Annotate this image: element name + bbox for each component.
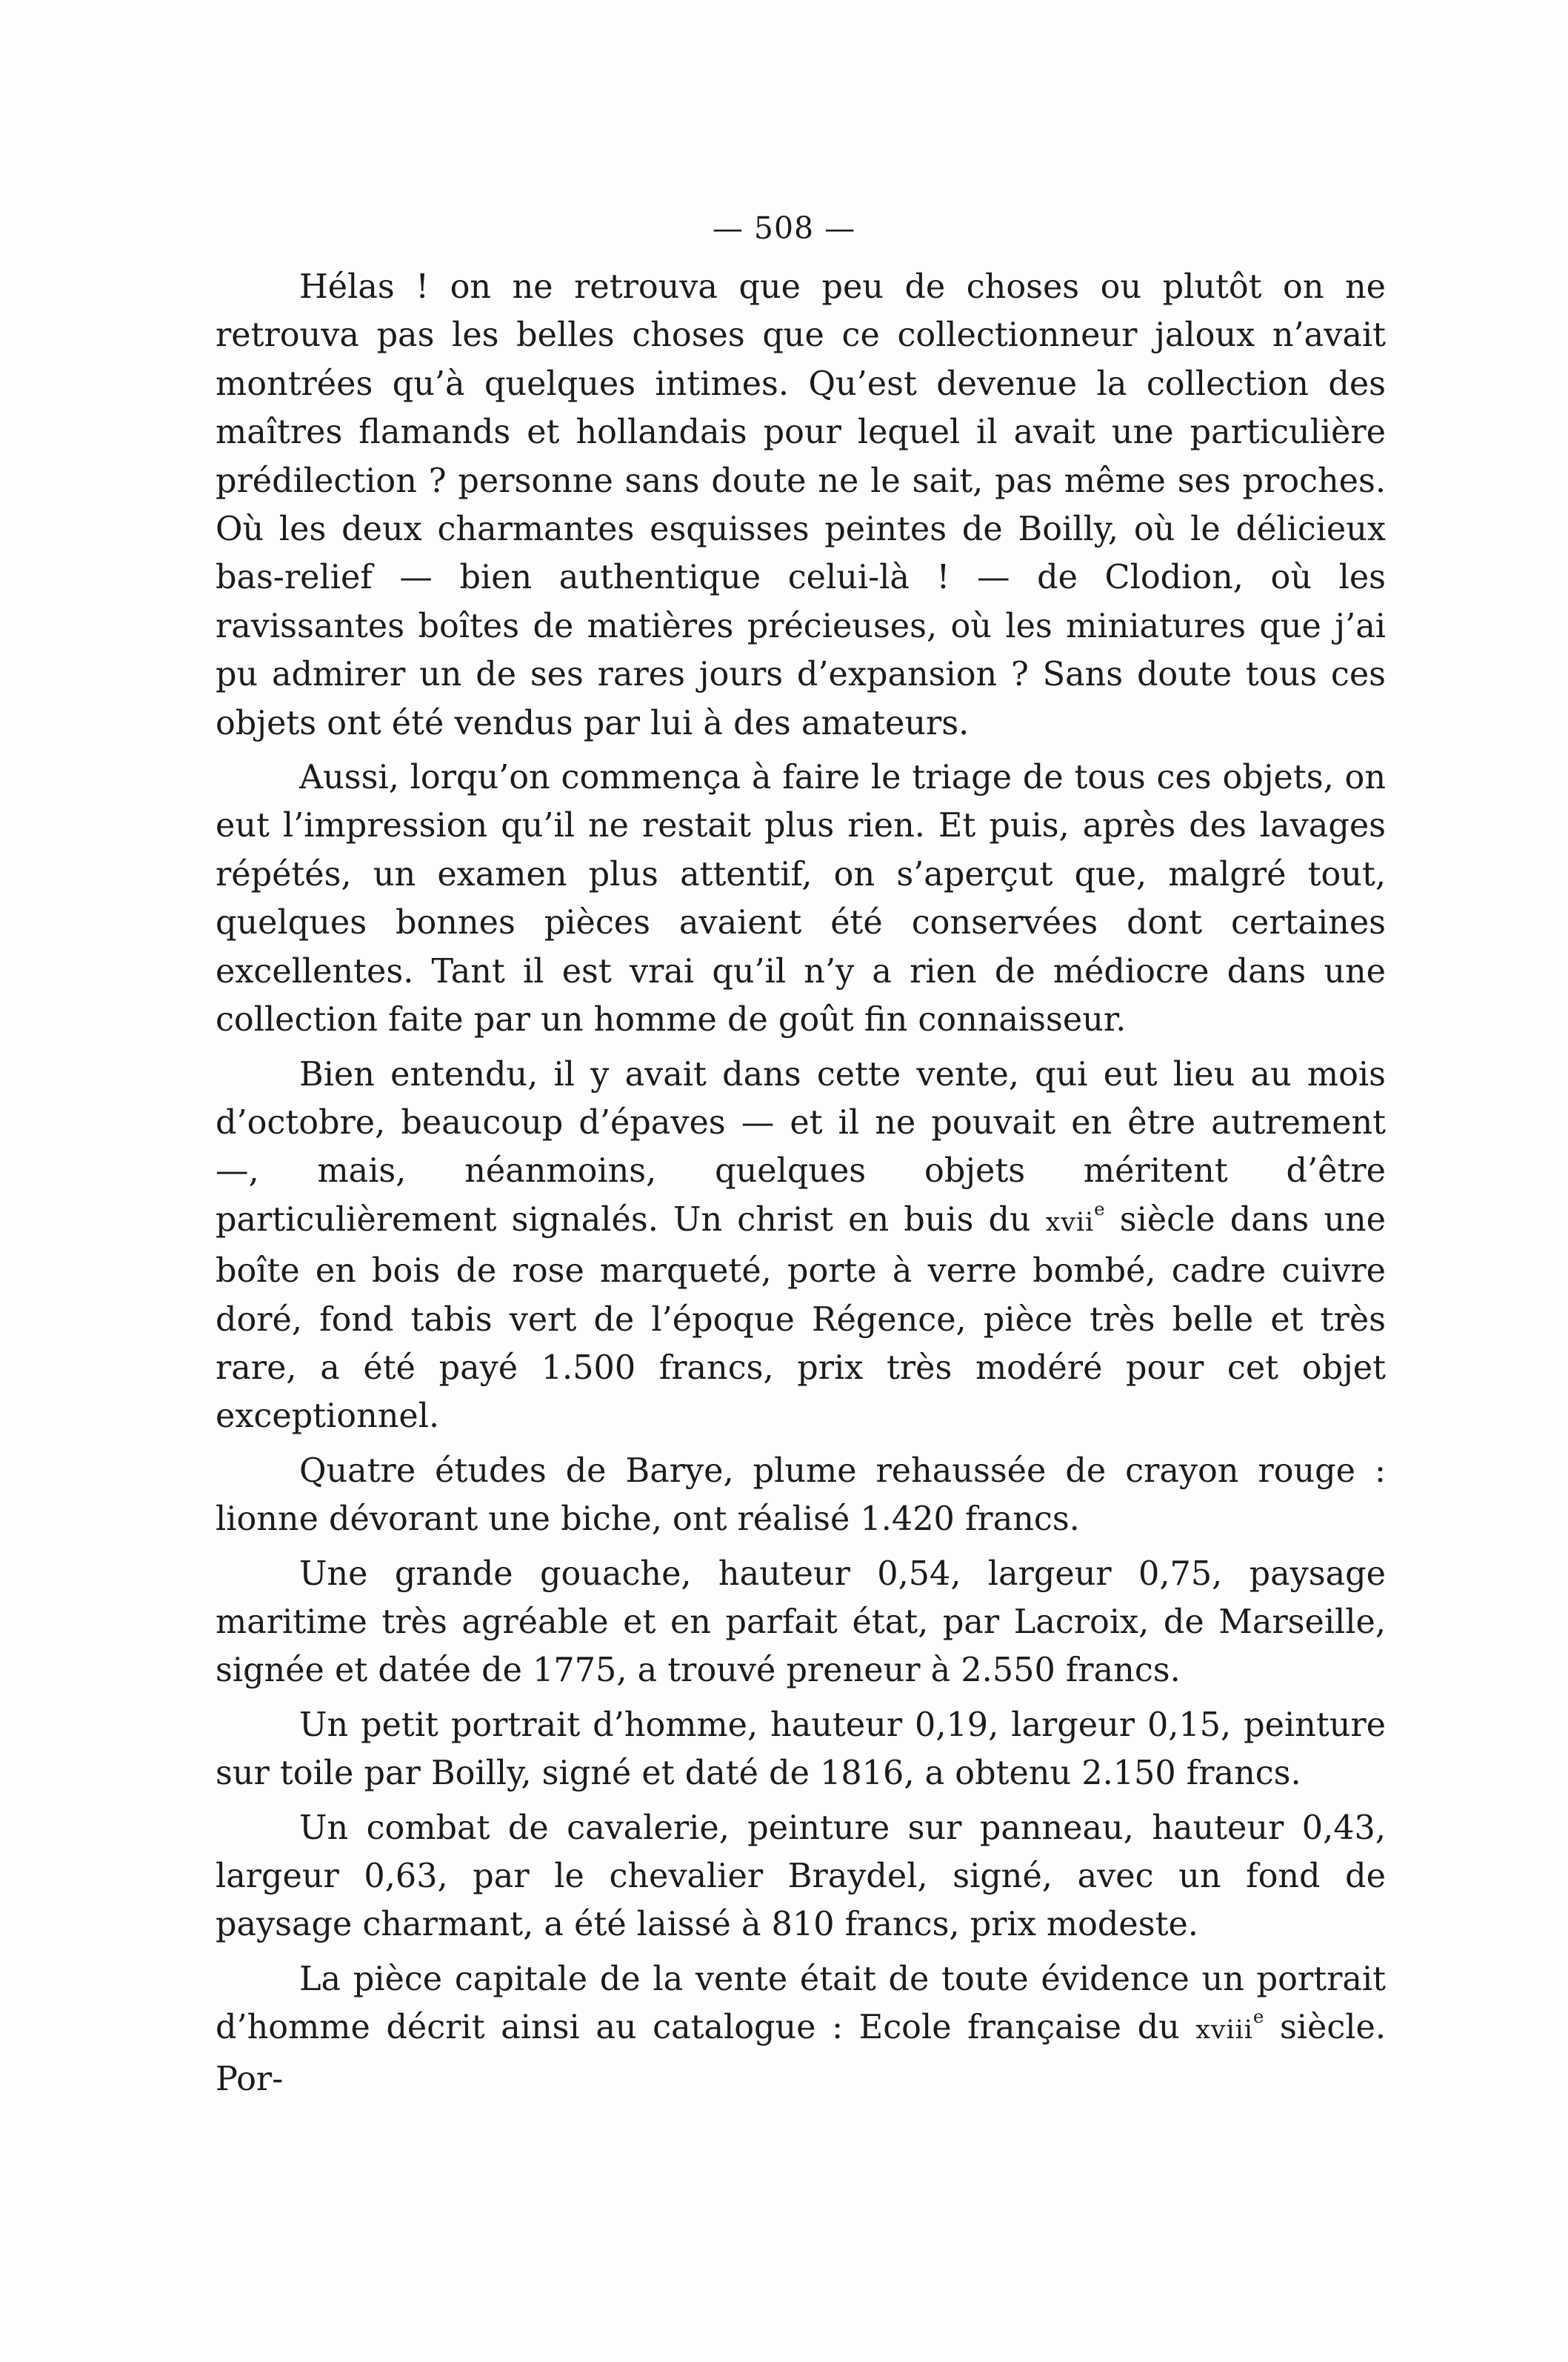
century-numeral: xvii: [1045, 1207, 1095, 1237]
paragraph-1: Hélas ! on ne retrouva que peu de choses ou plutôt on ne retrouva pas les belles choses que ce collectionneur jaloux n’avait montrées qu’à quelques intimes. Qu’est devenue la collection des maîtres flamands et hollandais pour lequel il avait une particulière prédilection ? personne sans doute ne le sait, pas même ses proches. Où les deux charmantes esquisses peintes de Boilly, où le délicieux bas-relief — bien authentique celui-là ! — de Clodion, où les ravissantes boîtes de matières précieuses, où les miniatures que j’ai pu admirer un de ses rares jours d’expansion ? Sans doute tous ces objets ont été vendus par lui à des amateurs.: [216, 268, 1386, 742]
century-superscript: e: [1094, 1197, 1105, 1220]
body-text: [216, 263, 1386, 2103]
paragraph-6: Un petit portrait d’homme, hauteur 0,19, largeur 0,15, peinture sur toile par Boilly, signé et daté de 1816, a obtenu 2.150 francs.: [216, 1706, 1386, 1793]
paragraph-2: Aussi, lorqu’on commença à faire le triage de tous ces objets, on eut l’impression qu’il ne restait plus rien. Et puis, après des lavages répétés, un examen plus attentif, on s’aperçut que, malgré tout, quelques bonnes pièces avaient été conservées dont certaines excellentes. Tant il est vrai qu’il n’y a rien de médiocre dans une collection faite par un homme de goût fin connaisseur.: [216, 759, 1386, 1039]
paragraph-3-text-a: Bien entendu, il y avait dans cette vente, qui eut lieu au mois d’octobre, beaucoup d’épaves — et il ne pouvait en être autrement —, mais, néanmoins, quelques objets méritent d’être particulièrement signalés. Un christ en buis du: [216, 1055, 1386, 1239]
paragraph-8-text-b: siècle. Por-: [216, 2009, 1386, 2098]
paragraph-8: [216, 1955, 1386, 2103]
century-numeral: xviii: [1195, 2015, 1253, 2046]
century-superscript: e: [1252, 2006, 1264, 2028]
paragraph-3-text-b: siècle dans une boîte en bois de rose marqueté, porte à verre bombé, cadre cuivre doré, fond tabis vert de l’époque Régence, pièce très belle et très rare, a été payé 1.500 francs, prix très modéré pour cet objet exceptionnel.: [216, 1200, 1386, 1436]
paragraph-5: Une grande gouache, hauteur 0,54, largeur 0,75, paysage maritime très agréable et en parfait état, par Lacroix, de Marseille, signée et datée de 1775, a trouvé preneur à 2.550 francs.: [216, 1554, 1386, 1690]
paragraph-3: [216, 1051, 1386, 1441]
paragraph-7: Un combat de cavalerie, peinture sur panneau, hauteur 0,43, largeur 0,63, par le chevalier Braydel, signé, avec un fond de paysage charmant, a été laissé à 810 francs, prix modeste.: [216, 1809, 1386, 1944]
paragraph-8-text-a: La pièce capitale de la vente était de toute évidence un portrait d’homme décrit ainsi au catalogue : Ecole française du: [216, 1960, 1386, 2047]
paragraph-4: Quatre études de Barye, plume rehaussée de crayon rouge : lionne dévorant une biche, ont réalisé 1.420 francs.: [216, 1451, 1386, 1539]
page-number: — 508 —: [712, 210, 856, 246]
